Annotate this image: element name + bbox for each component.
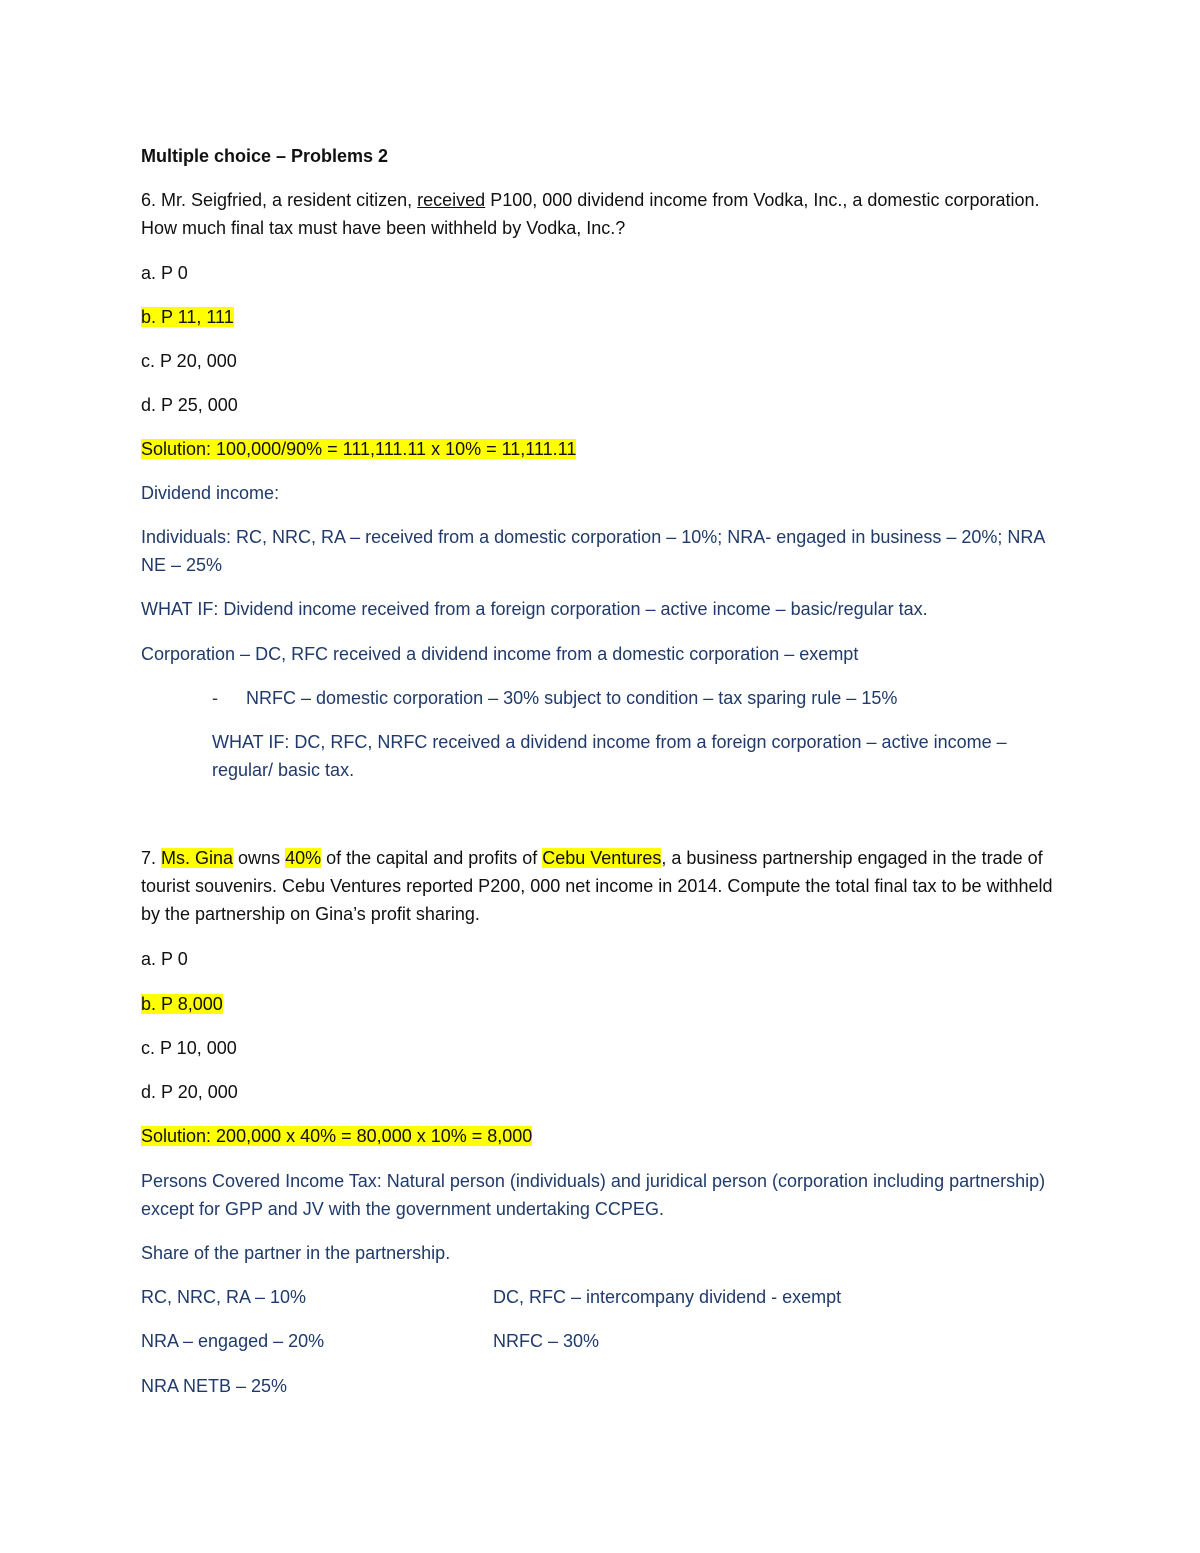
- q7-option-a: a. P 0: [141, 949, 188, 969]
- question-7-stem: [141, 844, 1061, 928]
- q7-name-highlight: Ms. Gina: [161, 848, 234, 868]
- q7-rate-right-2: NRFC – 30%: [493, 1331, 600, 1351]
- q7-percent-highlight: 40%: [285, 848, 322, 868]
- q6-stem-before: 6. Mr. Seigfried, a resident citizen,: [141, 190, 418, 210]
- q7-number: 7.: [141, 848, 162, 868]
- q6-option-c: c. P 20, 000: [141, 351, 237, 371]
- q7-option-b-answer: b. P 8,000: [141, 994, 223, 1014]
- q6-dividend-heading: Dividend income:: [141, 483, 280, 503]
- q7-rate-left-1: RC, NRC, RA – 10%: [141, 1287, 307, 1307]
- q6-option-d: d. P 25, 000: [141, 395, 238, 415]
- q6-stem-after: P100, 000 dividend income from Vodka, Inc., a domestic corporation. How much final tax must have been withheld by Vodka, Inc.?: [141, 190, 1040, 238]
- q7-note-share: Share of the partner in the partnership.: [141, 1243, 451, 1263]
- q7-firm-highlight: Cebu Ventures: [542, 848, 662, 868]
- q6-stem-underlined: received: [417, 190, 486, 210]
- q6-note-nrfc: NRFC – domestic corporation – 30% subject to condition – tax sparing rule – 15%: [246, 688, 898, 708]
- q6-note-what-if-1: WHAT IF: Dividend income received from a foreign corporation – active income – basic/regular tax.: [141, 599, 928, 619]
- q6-note-individuals: Individuals: RC, NRC, RA – received from a domestic corporation – 10%; NRA- engaged in business – 20%; NRA NE – 25%: [141, 527, 1045, 575]
- question-6-stem: [141, 186, 1061, 242]
- q7-text-3: , a business partnership engaged in the trade of tourist souvenirs. Cebu Ventures reported P200, 000 net income in 2014. Compute the total final tax to be withheld by the partnership on Gina’s profit sharing.: [141, 848, 1053, 924]
- q7-option-c: c. P 10, 000: [141, 1038, 237, 1058]
- q6-solution: Solution: 100,000/90% = 111,111.11 x 10% = 11,111.11: [141, 439, 577, 459]
- q7-option-d: d. P 20, 000: [141, 1082, 238, 1102]
- bullet-dash: -: [212, 688, 218, 708]
- q7-text-2: of the capital and profits of: [321, 848, 543, 868]
- q7-rate-left-3: NRA NETB – 25%: [141, 1376, 288, 1396]
- q7-note-persons-covered: Persons Covered Income Tax: Natural person (individuals) and juridical person (corporation including partnership) except for GPP and JV with the government undertaking CCPEG.: [141, 1171, 1046, 1219]
- q7-rate-left-2: NRA – engaged – 20%: [141, 1331, 325, 1351]
- q7-solution: Solution: 200,000 x 40% = 80,000 x 10% = 8,000: [141, 1126, 533, 1146]
- page-heading: Multiple choice – Problems 2: [141, 146, 389, 166]
- q6-option-b-answer: b. P 11, 111: [141, 307, 234, 327]
- q7-rate-right-1: DC, RFC – intercompany dividend - exempt: [493, 1287, 842, 1307]
- q6-note-what-if-2: WHAT IF: DC, RFC, NRFC received a dividend income from a foreign corporation – active income – regular/ basic tax.: [212, 732, 1007, 780]
- q6-option-a: a. P 0: [141, 263, 188, 283]
- q6-note-corporation: Corporation – DC, RFC received a dividend income from a domestic corporation – exempt: [141, 644, 859, 664]
- q7-text-1: owns: [233, 848, 286, 868]
